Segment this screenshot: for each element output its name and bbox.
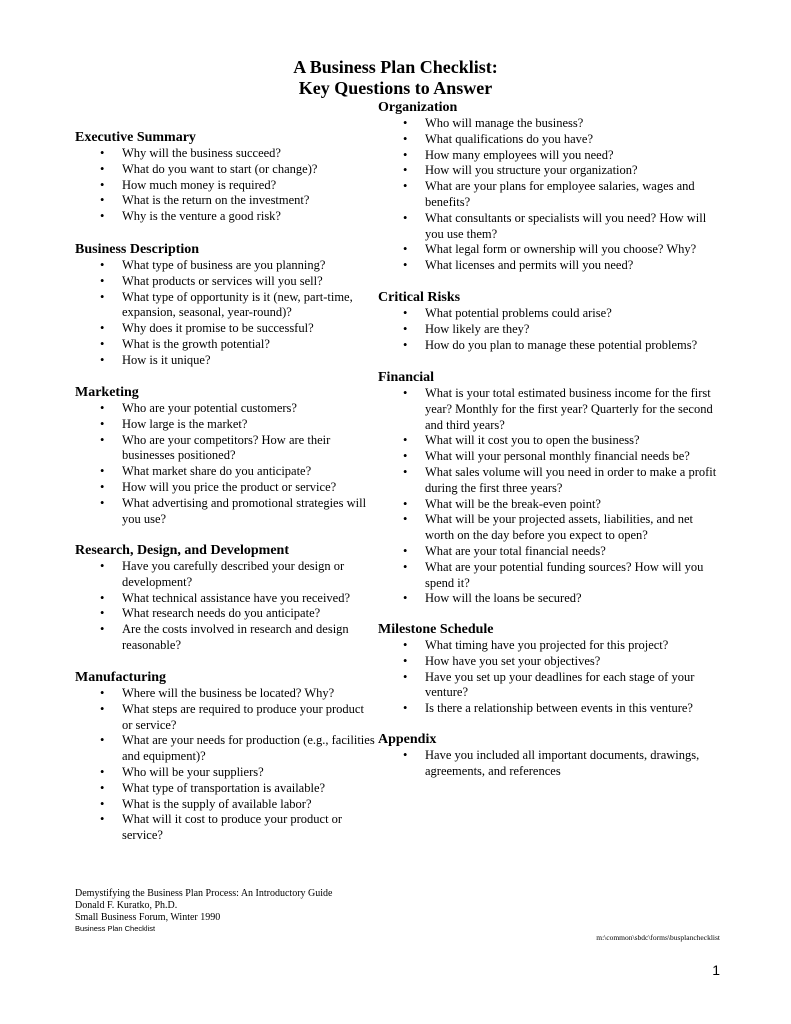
checklist-question: • What is the return on the investment? (75, 193, 375, 209)
checklist-question: • Is there a relationship between events in this venture? (378, 701, 723, 717)
checklist-question: • What legal form or ownership will you choose? Why? (378, 242, 723, 258)
checklist-question: • What products or services will you sell? (75, 274, 375, 290)
question-list (75, 401, 375, 527)
checklist-question: • Are the costs involved in research and design reasonable? (75, 622, 375, 654)
question-list (378, 638, 723, 717)
section-heading: Research, Design, and Development (75, 543, 290, 558)
checklist-question: • What qualifications do you have? (378, 132, 723, 148)
footer-source-title: Demystifying the Business Plan Process: An Introductory Guide (75, 888, 333, 899)
checklist-question: • What research needs do you anticipate? (75, 606, 375, 622)
checklist-question: • What will be the break-even point? (378, 497, 723, 513)
checklist-question: • Who are your competitors? How are their businesses positioned? (75, 433, 375, 465)
section-heading: Appendix (378, 732, 437, 747)
section-organization (378, 100, 723, 274)
checklist-question: • What do you want to start (or change)? (75, 162, 375, 178)
checklist-question: • What technical assistance have you received? (75, 591, 375, 607)
checklist-question: • What are your potential funding sources? How will you spend it? (378, 560, 723, 592)
title-line-2: Key Questions to Answer (298, 78, 493, 98)
checklist-question: • What potential problems could arise? (378, 306, 723, 322)
checklist-question: • What steps are required to produce your product or service? (75, 702, 375, 734)
checklist-question: • What timing have you projected for this project? (378, 638, 723, 654)
checklist-question: • How will the loans be secured? (378, 591, 723, 607)
question-list (75, 686, 375, 844)
checklist-question: • How do you plan to manage these potential problems? (378, 338, 723, 354)
checklist-question: • What is your total estimated business income for the first year? Monthly for the first year? Quarterly for the second and third years? (378, 386, 723, 433)
question-list (378, 306, 723, 353)
section-heading: Financial (378, 370, 435, 385)
question-list (75, 559, 375, 654)
checklist-question: • What are your total financial needs? (378, 544, 723, 560)
checklist-question: • What will it cost you to open the business? (378, 433, 723, 449)
checklist-question: • What is the supply of available labor? (75, 797, 375, 813)
question-list (378, 116, 723, 274)
checklist-question: • How many employees will you need? (378, 148, 723, 164)
checklist-question: • How much money is required? (75, 178, 375, 194)
section-manufacturing (75, 670, 375, 844)
checklist-question: • Who will manage the business? (378, 116, 723, 132)
question-list (75, 146, 375, 225)
checklist-question: • Who are your potential customers? (75, 401, 375, 417)
question-list (378, 748, 723, 780)
checklist-question: • What type of business are you planning? (75, 258, 375, 274)
page-number: 1 (712, 962, 720, 978)
section-heading: Marketing (75, 385, 139, 400)
checklist-question: • Have you included all important documents, drawings, agreements, and references (378, 748, 723, 780)
document-title (0, 57, 791, 99)
section-heading: Executive Summary (75, 130, 196, 145)
checklist-question: • What licenses and permits will you need? (378, 258, 723, 274)
checklist-question: • Why does it promise to be successful? (75, 321, 375, 337)
footer-publication: Small Business Forum, Winter 1990 (75, 912, 221, 923)
section-heading: Critical Risks (378, 290, 461, 305)
checklist-question: • What consultants or specialists will you need? How will you use them? (378, 211, 723, 243)
checklist-question: • Who will be your suppliers? (75, 765, 375, 781)
checklist-question: • Why will the business succeed? (75, 146, 375, 162)
checklist-question: • What advertising and promotional strategies will you use? (75, 496, 375, 528)
section-heading: Manufacturing (75, 670, 166, 685)
checklist-question: • What type of opportunity is it (new, part-time, expansion, seasonal, year-round)? (75, 290, 375, 322)
section-research (75, 543, 375, 654)
section-heading: Milestone Schedule (378, 622, 494, 637)
section-marketing (75, 385, 375, 527)
checklist-question: • How is it unique? (75, 353, 375, 369)
section-executive-summary (75, 130, 375, 225)
section-heading: Organization (378, 100, 458, 115)
checklist-question: • What type of transportation is available? (75, 781, 375, 797)
checklist-question: • Have you carefully described your design or development? (75, 559, 375, 591)
section-critical-risks (378, 290, 723, 353)
checklist-question: • What are your needs for production (e.g., facilities and equipment)? (75, 733, 375, 765)
question-list (378, 386, 723, 607)
section-heading: Business Description (75, 242, 200, 257)
footer-author: Donald F. Kuratko, Ph.D. (75, 900, 178, 911)
title-line-1: A Business Plan Checklist: (293, 57, 498, 77)
checklist-question: • What will it cost to produce your product or service? (75, 812, 375, 844)
checklist-question: • What sales volume will you need in order to make a profit during the first three years? (378, 465, 723, 497)
checklist-question: • How have you set your objectives? (378, 654, 723, 670)
file-path: m:\common\sbdc\forms\busplanchecklist (596, 933, 720, 942)
checklist-question: • How will you price the product or service? (75, 480, 375, 496)
checklist-question: • What will your personal monthly financial needs be? (378, 449, 723, 465)
section-milestone-schedule (378, 622, 723, 717)
checklist-question: • How likely are they? (378, 322, 723, 338)
checklist-question: • How will you structure your organization? (378, 163, 723, 179)
checklist-question: • Where will the business be located? Why? (75, 686, 375, 702)
section-financial (378, 370, 723, 607)
checklist-question: • Why is the venture a good risk? (75, 209, 375, 225)
footer-citation (75, 888, 332, 933)
checklist-question: • What market share do you anticipate? (75, 464, 375, 480)
checklist-question: • Have you set up your deadlines for each stage of your venture? (378, 670, 723, 702)
section-appendix (378, 732, 723, 780)
footer-document-name: Business Plan Checklist (75, 924, 156, 933)
checklist-question: • How large is the market? (75, 417, 375, 433)
checklist-question: • What will be your projected assets, liabilities, and net worth on the day before you expect to open? (378, 512, 723, 544)
checklist-question: • What are your plans for employee salaries, wages and benefits? (378, 179, 723, 211)
checklist-question: • What is the growth potential? (75, 337, 375, 353)
question-list (75, 258, 375, 369)
section-business-description (75, 242, 375, 369)
